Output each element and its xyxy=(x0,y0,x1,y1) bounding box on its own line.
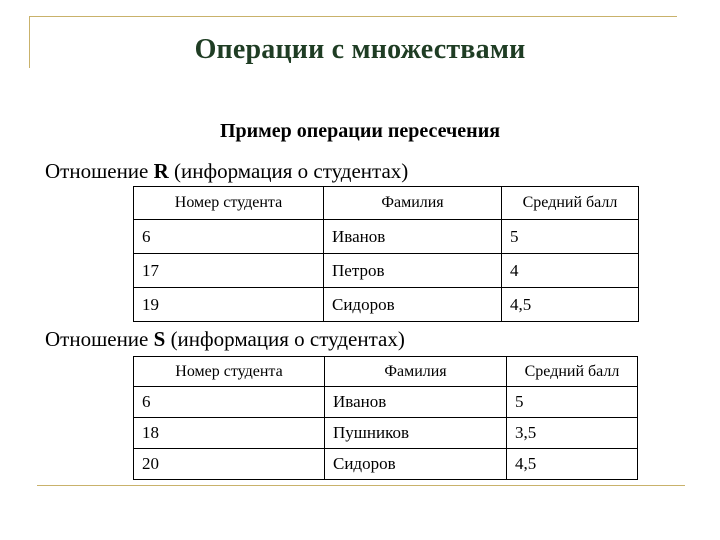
cell-average-grade: 4 xyxy=(502,254,639,288)
cell-student-number: 18 xyxy=(134,418,325,449)
cell-surname: Петров xyxy=(324,254,502,288)
table-row xyxy=(134,220,639,254)
cell-average-grade: 5 xyxy=(502,220,639,254)
header-surname: Фамилия xyxy=(325,357,507,387)
table-row xyxy=(134,288,639,322)
relation-r-table xyxy=(133,186,639,322)
cell-average-grade: 5 xyxy=(507,387,638,418)
relation-r-label xyxy=(45,159,408,184)
table-row xyxy=(134,254,639,288)
cell-student-number: 20 xyxy=(134,449,325,480)
cell-average-grade: 4,5 xyxy=(502,288,639,322)
cell-student-number: 6 xyxy=(134,387,325,418)
relation-s-table xyxy=(133,356,638,480)
header-student-number: Номер студента xyxy=(134,187,324,220)
relation-r-letter: R xyxy=(153,159,169,183)
header-surname: Фамилия xyxy=(324,187,502,220)
relation-r-label-prefix: Отношение xyxy=(45,159,154,183)
header-average-grade: Средний балл xyxy=(502,187,639,220)
cell-average-grade: 3,5 xyxy=(507,418,638,449)
cell-surname: Сидоров xyxy=(324,288,502,322)
table-row xyxy=(134,418,638,449)
cell-student-number: 17 xyxy=(134,254,324,288)
relation-s-letter: S xyxy=(153,327,166,351)
slide-subtitle: Пример операции пересечения xyxy=(219,120,501,142)
relation-r-label-suffix: (информация о студентах) xyxy=(168,159,409,183)
cell-surname: Пушников xyxy=(325,418,507,449)
cell-student-number: 6 xyxy=(134,220,324,254)
bottom-divider-line xyxy=(37,485,685,486)
table-row xyxy=(134,449,638,480)
table-header-row xyxy=(134,187,639,220)
cell-surname: Иванов xyxy=(325,387,507,418)
table-header-row xyxy=(134,357,638,387)
header-student-number: Номер студента xyxy=(134,357,325,387)
header-average-grade: Средний балл xyxy=(507,357,638,387)
cell-average-grade: 4,5 xyxy=(507,449,638,480)
relation-s-label-prefix: Отношение xyxy=(45,327,154,351)
cell-surname: Сидоров xyxy=(325,449,507,480)
slide-title: Операции с множествами xyxy=(194,34,526,65)
table-row xyxy=(134,387,638,418)
relation-s-label-suffix: (информация о студентах) xyxy=(165,327,405,351)
relation-s-label xyxy=(45,327,405,352)
top-divider-line xyxy=(29,16,677,17)
cell-surname: Иванов xyxy=(324,220,502,254)
cell-student-number: 19 xyxy=(134,288,324,322)
